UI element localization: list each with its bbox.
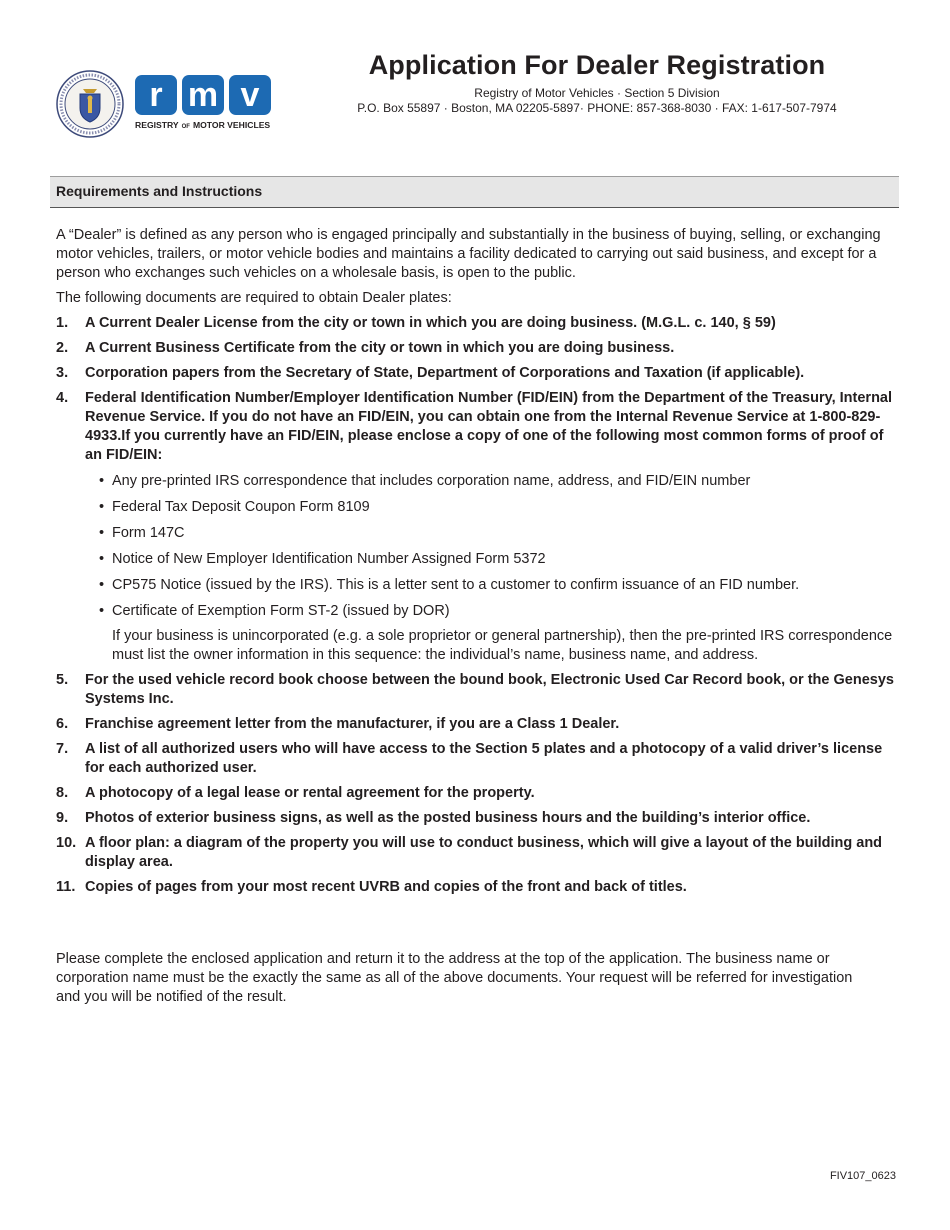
fid-proof-text: Notice of New Employer Identification Number Assigned Form 5372 bbox=[112, 551, 546, 567]
fid-proof-item bbox=[85, 602, 896, 621]
requirement-item bbox=[56, 834, 896, 872]
unincorporated-note: If your business is unincorporated (e.g. a sole proprietor or general partnership), then the pre-printed IRS correspondence must list the owner information in this sequence: the individual’s name, business name, and address. bbox=[112, 628, 893, 663]
requirement-number: 3. bbox=[56, 365, 69, 381]
section-title: Requirements and Instructions bbox=[56, 183, 263, 199]
fid-proof-text: Certificate of Exemption Form ST-2 (issued by DOR) bbox=[112, 603, 450, 619]
requirement-text: Photos of exterior business signs, as well as the posted business hours and the building’s interior office. bbox=[85, 810, 811, 826]
requirement-number: 8. bbox=[56, 785, 69, 801]
requirement-number: 1. bbox=[56, 315, 69, 331]
documents-intro: The following documents are required to obtain Dealer plates: bbox=[56, 290, 452, 306]
massachusetts-seal-icon bbox=[56, 70, 124, 138]
fid-proof-text: Form 147C bbox=[112, 525, 185, 541]
bullet-icon: • bbox=[99, 473, 105, 489]
rmv-logo-caption-2: OF bbox=[181, 124, 190, 130]
requirement-text: A list of all authorized users who will have access to the Section 5 plates and a photocopy of a valid driver’s license for each authorized user. bbox=[85, 741, 883, 776]
division-line: Registry of Motor Vehicles · Section 5 Division bbox=[474, 86, 720, 100]
requirement-item bbox=[56, 314, 896, 333]
requirement-number: 4. bbox=[56, 390, 69, 406]
requirement-item bbox=[56, 364, 896, 383]
bullet-icon: • bbox=[99, 603, 105, 619]
requirement-item bbox=[56, 339, 896, 358]
fid-proof-item bbox=[85, 472, 896, 491]
bullet-icon: • bbox=[99, 525, 105, 541]
requirement-text: A Current Business Certificate from the city or town in which you are doing business. bbox=[85, 340, 675, 356]
contact-line: P.O. Box 55897 · Boston, MA 02205-5897· PHONE: 857-368-8030 · FAX: 1-617-507-7974 bbox=[357, 101, 837, 115]
requirement-item bbox=[56, 809, 896, 828]
fid-proof-list bbox=[85, 472, 896, 621]
fid-proof-text: CP575 Notice (issued by the IRS). This is a letter sent to a customer to confirm issuance of an FID number. bbox=[112, 577, 800, 593]
requirement-text: A photocopy of a legal lease or rental agreement for the property. bbox=[85, 785, 535, 801]
rmv-logo-caption-3: MOTOR VEHICLES bbox=[192, 120, 271, 130]
requirement-text: Franchise agreement letter from the manufacturer, if you are a Class 1 Dealer. bbox=[85, 716, 620, 732]
requirement-number: 6. bbox=[56, 716, 69, 732]
requirement-number: 2. bbox=[56, 340, 69, 356]
requirement-text: For the used vehicle record book choose between the bound book, Electronic Used Car Record book, or the Genesys Systems Inc. bbox=[85, 672, 894, 707]
requirement-text: A floor plan: a diagram of the property you will use to conduct business, which will give a layout of the building and display area. bbox=[85, 835, 883, 870]
page-header bbox=[0, 0, 950, 170]
instructions-body bbox=[56, 226, 896, 903]
requirement-number: 11. bbox=[56, 879, 76, 895]
fid-proof-text: Any pre-printed IRS correspondence that includes corporation name, address, and FID/EIN number bbox=[112, 473, 751, 489]
requirement-text: Federal Identification Number/Employer Identification Number (FID/EIN) from the Department of the Treasury, Internal Revenue Service. If you do not have an FID/EIN, you can obtain one from the Internal Revenue Service at 1-800-829-4933.If you currently have an FID/EIN, please enclose a copy of one of the following most common forms of proof of an FID/EIN: bbox=[85, 390, 893, 463]
requirement-text: Corporation papers from the Secretary of State, Department of Corporations and Taxation (if applicable). bbox=[85, 365, 805, 381]
page-title: Application For Dealer Registration bbox=[368, 50, 826, 80]
requirement-item bbox=[56, 878, 896, 897]
requirements-list bbox=[56, 314, 896, 897]
fid-proof-item bbox=[85, 550, 896, 569]
requirement-item bbox=[56, 784, 896, 803]
form-id: FIV107_0623 bbox=[829, 1170, 896, 1182]
requirement-item bbox=[56, 671, 896, 709]
bullet-icon: • bbox=[99, 499, 105, 515]
requirement-item bbox=[56, 715, 896, 734]
fid-proof-item bbox=[85, 498, 896, 517]
requirement-item bbox=[56, 389, 896, 665]
svg-text:REGISTRYOFMOTOR VEHICLES bbox=[135, 120, 270, 130]
closing-paragraph: Please complete the enclosed application and return it to the address at the top of the application. The business name or corporation name must be the exactly the same as all of the above documents. Your request will be referred for investigation and you will be notified of the result. bbox=[56, 951, 853, 1005]
bullet-icon: • bbox=[99, 551, 105, 567]
rmv-logo-letter-v: v bbox=[240, 76, 260, 114]
rmv-logo-letter-m: m bbox=[187, 76, 219, 114]
requirement-text: A Current Dealer License from the city or town in which you are doing business. (M.G.L. c. 140, § 59) bbox=[85, 315, 776, 331]
requirement-number: 9. bbox=[56, 810, 69, 826]
rmv-logo bbox=[133, 74, 273, 134]
requirement-item bbox=[56, 740, 896, 778]
fid-proof-item bbox=[85, 524, 896, 543]
fid-proof-item bbox=[85, 576, 896, 595]
requirement-number: 5. bbox=[56, 672, 69, 688]
requirement-text: Copies of pages from your most recent UVRB and copies of the front and back of titles. bbox=[85, 879, 687, 895]
bullet-icon: • bbox=[99, 577, 105, 593]
rmv-logo-letter-r: r bbox=[149, 76, 163, 114]
requirement-number: 10. bbox=[56, 835, 77, 851]
rmv-logo-caption-1: REGISTRY bbox=[135, 120, 179, 130]
requirement-number: 7. bbox=[56, 741, 69, 757]
fid-proof-text: Federal Tax Deposit Coupon Form 8109 bbox=[112, 499, 370, 515]
section-header-bar bbox=[50, 176, 899, 208]
dealer-definition: A “Dealer” is defined as any person who is engaged principally and substantially in the business of buying, selling, or exchanging motor vehicles, trailers, or motor vehicle bodies and maintains a facility dedicated to carrying out said business, and except for a person who exchanges such vehicles on a wholesale basis, is open to the public. bbox=[56, 227, 881, 281]
